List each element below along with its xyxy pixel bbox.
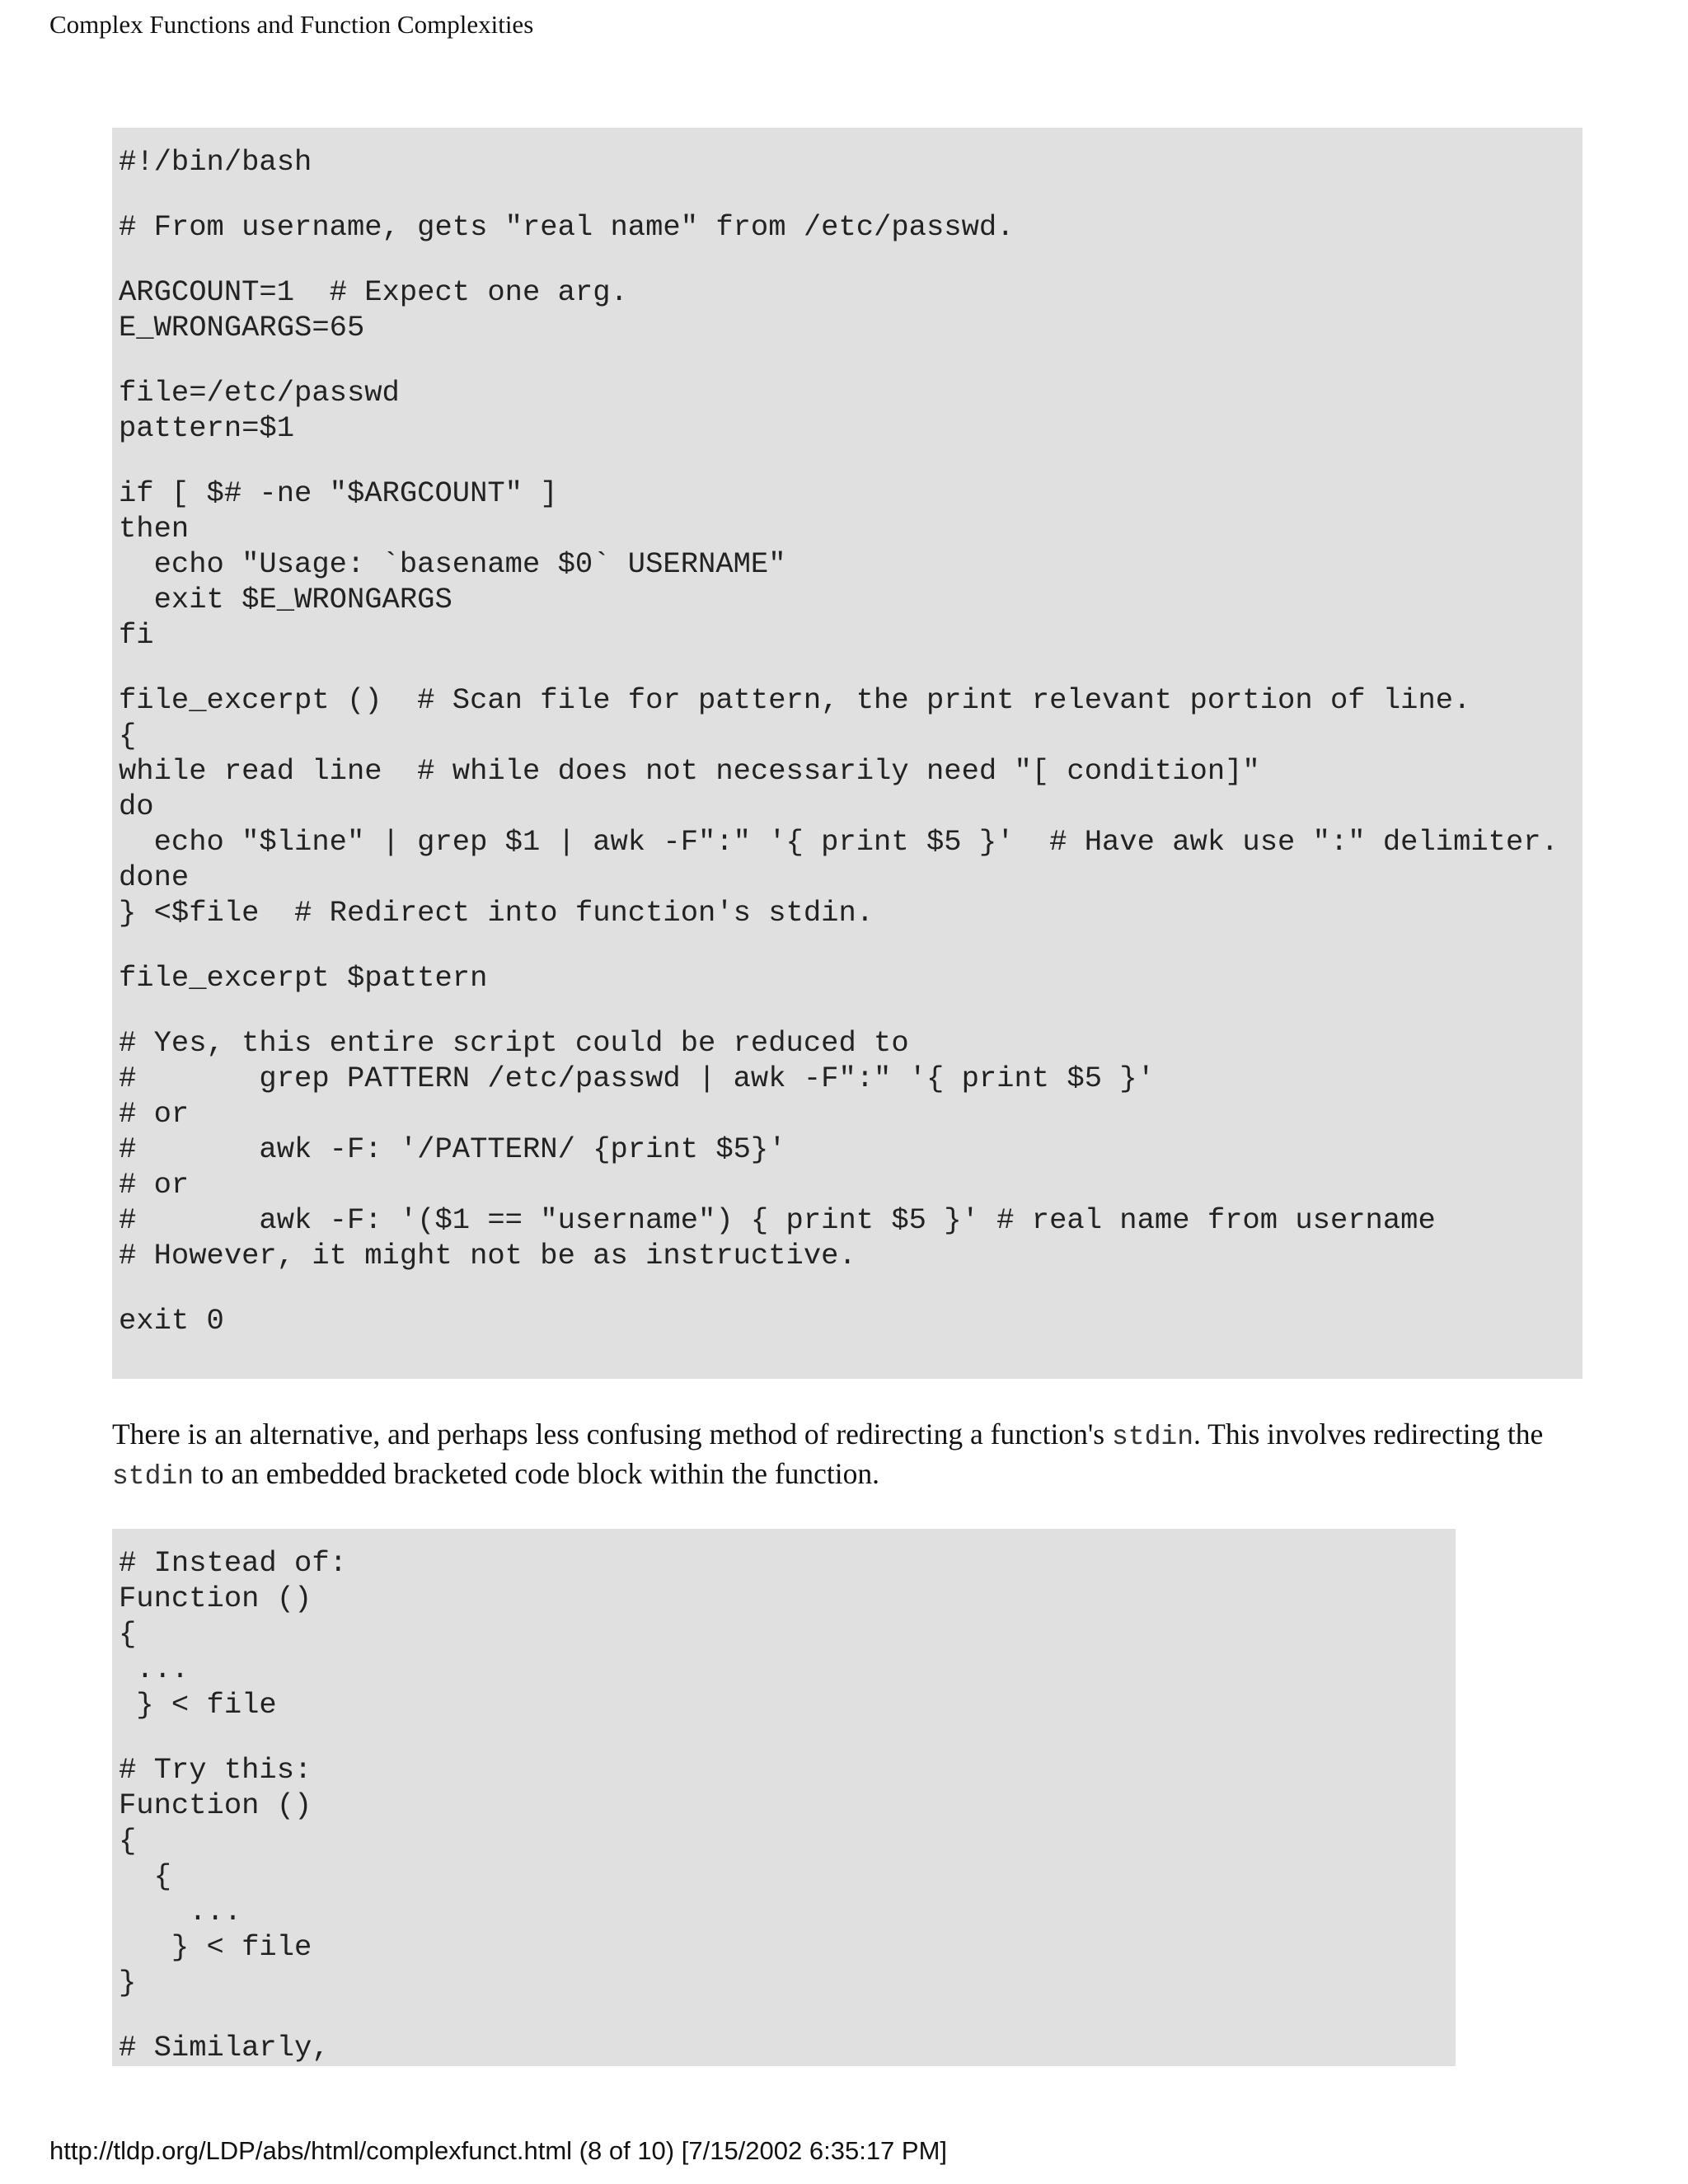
code-line: # Try this: <box>119 1753 312 1787</box>
code-line: } < file <box>119 1688 277 1722</box>
code-blank-line <box>119 1722 1456 1752</box>
code-block-example <box>112 1529 1456 2066</box>
code-line: file=/etc/passwd <box>119 376 400 410</box>
code-line: { <box>119 1859 171 1893</box>
code-line: if [ $# -ne "$ARGCOUNT" ] <box>119 476 558 510</box>
code-line: # or <box>119 1097 190 1131</box>
code-line: # Similarly, <box>119 2031 330 2064</box>
page-header: Complex Functions and Function Complexities <box>49 10 534 39</box>
body-paragraph <box>112 1416 1587 1495</box>
code-blank-line <box>119 345 1582 375</box>
code-line: ... <box>119 1652 190 1686</box>
code-line: } <box>119 1966 137 1999</box>
code-line: Function () <box>119 1788 312 1822</box>
code-blank-line <box>119 245 1582 274</box>
code-line: Function () <box>119 1582 312 1615</box>
code-line: ARGCOUNT=1 # Expect one arg. <box>119 275 628 309</box>
code-line: # grep PATTERN /etc/passwd | awk -F":" '{ print $5 }' <box>119 1062 1155 1095</box>
code-line: # From username, gets "real name" from /etc/passwd. <box>119 210 1015 244</box>
code-line: { <box>119 719 137 752</box>
code-line: # However, it might not be as instructive. <box>119 1239 856 1272</box>
code-line: # awk -F: '/PATTERN/ {print $5}' <box>119 1132 786 1166</box>
code-blank-line <box>119 930 1582 960</box>
code-line: echo "$line" | grep $1 | awk -F":" '{ print $5 }' # Have awk use ":" delimiter. <box>119 825 1559 859</box>
code-line: { <box>119 1617 137 1651</box>
code-line: E_WRONGARGS=65 <box>119 311 365 344</box>
code-line: file_excerpt $pattern <box>119 961 488 995</box>
code-blank-line <box>119 180 1582 209</box>
code-line: # Yes, this entire script could be reduced to <box>119 1026 909 1060</box>
code-line: exit $E_WRONGARGS <box>119 583 452 616</box>
code-blank-line <box>119 446 1582 476</box>
code-line: # Instead of: <box>119 1546 347 1580</box>
code-block-script <box>112 128 1582 1379</box>
code-line: # awk -F: '($1 == "username") { print $5 }' # real name from username <box>119 1203 1436 1237</box>
code-line: then <box>119 512 190 546</box>
paragraph-text: . This involves redirecting the <box>1193 1418 1544 1451</box>
code-blank-line <box>119 996 1582 1025</box>
paragraph-text: There is an alternative, and perhaps less confusing method of redirecting a function's <box>112 1418 1112 1451</box>
code-line: #!/bin/bash <box>119 145 312 179</box>
code-line: ... <box>119 1895 242 1929</box>
code-line: done <box>119 860 190 894</box>
code-line: echo "Usage: `basename $0` USERNAME" <box>119 547 786 581</box>
inline-code-stdin: stdin <box>112 1461 195 1492</box>
paragraph-text: to an embedded bracketed code block within the function. <box>194 1457 880 1490</box>
page-footer-url: http://tldp.org/LDP/abs/html/complexfunct.html (8 of 10) [7/15/2002 6:35:17 PM] <box>49 2136 948 2165</box>
code-line: pattern=$1 <box>119 411 295 445</box>
code-line: while read line # while does not necessarily need "[ condition]" <box>119 754 1260 788</box>
code-line: } <$file # Redirect into function's stdin. <box>119 896 874 930</box>
code-line: do <box>119 790 154 823</box>
code-line: { <box>119 1824 137 1858</box>
code-line: } < file <box>119 1930 312 1964</box>
code-blank-line <box>119 653 1582 682</box>
code-line: # or <box>119 1168 190 1202</box>
inline-code-stdin: stdin <box>1112 1422 1194 1452</box>
code-blank-line <box>119 2000 1456 2030</box>
code-line: fi <box>119 618 154 652</box>
code-line: exit 0 <box>119 1304 224 1338</box>
code-blank-line <box>119 1273 1582 1303</box>
code-line: file_excerpt () # Scan file for pattern, the print relevant portion of line. <box>119 683 1471 717</box>
